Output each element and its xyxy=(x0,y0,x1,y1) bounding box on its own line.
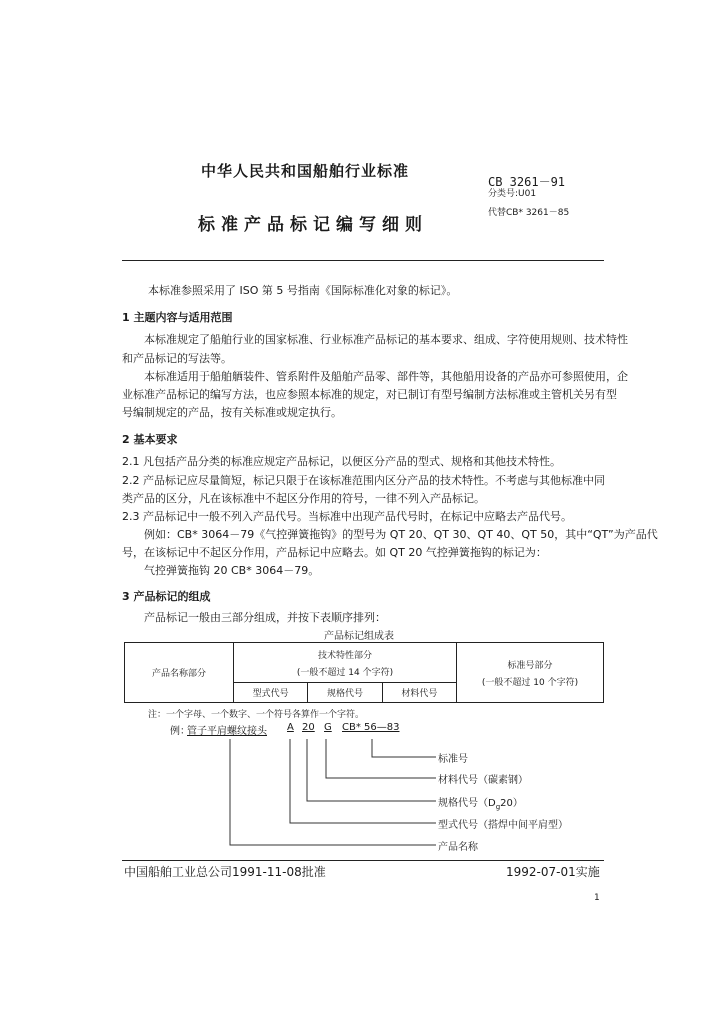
standard-part-title: 标准号部分 xyxy=(507,660,553,671)
paragraph-line: 本标准适用于船舶舾装件、管系附件及船舶产品零、部件等，其他船用设备的产品亦可参照使用，企 xyxy=(144,370,628,383)
document-title: 标准产品标记编写细则 xyxy=(198,215,428,235)
paragraph-line: 号编制规定的产品，按有关标准或规定执行。 xyxy=(122,406,342,419)
paragraph-line: 号，在该标记中不起区分作用，产品标记中应略去。如 QT 20 气控弹簧拖钩的标记为： xyxy=(122,546,547,559)
standard-part-subtitle: (一般不超过 10 个字符) xyxy=(481,677,579,688)
example-prefix: 例： xyxy=(170,726,190,737)
leader-material xyxy=(326,739,436,778)
label-type-code: 型式代号（搭焊中间平肩型） xyxy=(438,820,568,831)
table-caption: 产品标记组成表 xyxy=(324,631,394,642)
paragraph-line: 业标准产品标记的编写方法，也应参照本标准的规定，对已制订有型号编制方法标准或主管机关另有型 xyxy=(122,388,617,401)
paragraph-line: 本标准规定了船舶行业的国家标准、行业标准产品标记的基本要求、组成、字符使用规则、技术特性 xyxy=(144,333,628,346)
paragraph-line: 2.1 凡包括产品分类的标准应规定产品标记，以便区分产品的型式、规格和其他技术特性。 xyxy=(122,455,561,468)
example-spec-code: 20 xyxy=(302,722,315,733)
technical-part-title: 技术特性部分 xyxy=(317,650,372,661)
table-note: 注：一个字母、一个数字、一个符号各算作一个字符。 xyxy=(148,710,365,720)
paragraph-line: 例如：CB* 3064－79《气控弹簧拖钩》的型号为 QT 20、QT 30、QT 40、QT 50，其中“QT”为产品代 xyxy=(144,528,658,541)
replaces-standard: 代替CB* 3261－85 xyxy=(488,208,570,218)
label-spec-end: 20） xyxy=(500,798,523,809)
leader-standard xyxy=(372,739,436,757)
table-subheader-material: 材料代号 xyxy=(382,683,456,703)
standard-code: CB 3261－91 xyxy=(488,175,566,189)
section-3-heading: 3 产品标记的组成 xyxy=(122,590,211,603)
label-material-code: 材料代号（碳素钢） xyxy=(438,775,528,786)
table-header-product-name: 产品名称部分 xyxy=(125,643,234,703)
page-number: 1 xyxy=(594,893,600,903)
example-mark: 气控弹簧拖钩 20 CB* 3064－79。 xyxy=(144,564,320,577)
issuing-body: 中华人民共和国船舶行业标准 xyxy=(201,162,410,180)
label-spec-text: 规格代号（D xyxy=(438,798,496,809)
paragraph-line: 2.3 产品标记中一般不列入产品代号。当标准中出现产品代号时，在标记中应略去产品代号。 xyxy=(122,510,572,523)
paragraph-line: 类产品的区分，凡在该标准中不起区分作用的符号，一律不列入产品标记。 xyxy=(122,492,485,505)
label-standard-number: 标准号 xyxy=(438,754,468,765)
example-type-code: A xyxy=(287,722,294,733)
technical-part-subtitle: (一般不超过 14 个字符) xyxy=(296,667,394,678)
example-material-code: G xyxy=(324,722,332,733)
intro-paragraph: 本标准参照采用了 ISO 第 5 号指南《国际标准化对象的标记》。 xyxy=(148,284,458,297)
section-2-heading: 2 基本要求 xyxy=(122,433,178,446)
label-spec-subscript: g xyxy=(495,803,501,811)
paragraph-line: 2.2 产品标记应尽量简短，标记只限于在该标准范围内区分产品的技术特性。不考虑与其他标准中同 xyxy=(122,474,605,487)
label-product-name: 产品名称 xyxy=(438,842,478,853)
table-subheader-spec: 规格代号 xyxy=(308,683,382,703)
example-standard-number: CB* 56—83 xyxy=(342,722,400,733)
table-subheader-type: 型式代号 xyxy=(234,683,308,703)
effective-date: 1992-07-01实施 xyxy=(506,865,600,879)
leader-type xyxy=(290,739,436,823)
footer-rule xyxy=(122,860,604,861)
leader-name xyxy=(230,739,436,845)
paragraph-line: 和产品标记的写法等。 xyxy=(122,352,232,365)
label-spec-code xyxy=(438,794,523,811)
example-product-name: 管子平肩螺纹接头 xyxy=(187,726,267,737)
class-number: 分类号:U01 xyxy=(488,189,537,199)
section-1-heading: 1 主题内容与适用范围 xyxy=(122,311,233,324)
paragraph-line: 产品标记一般由三部分组成，并按下表顺序排列： xyxy=(144,611,386,624)
approval-line: 中国船舶工业总公司1991-11-08批准 xyxy=(124,865,326,879)
